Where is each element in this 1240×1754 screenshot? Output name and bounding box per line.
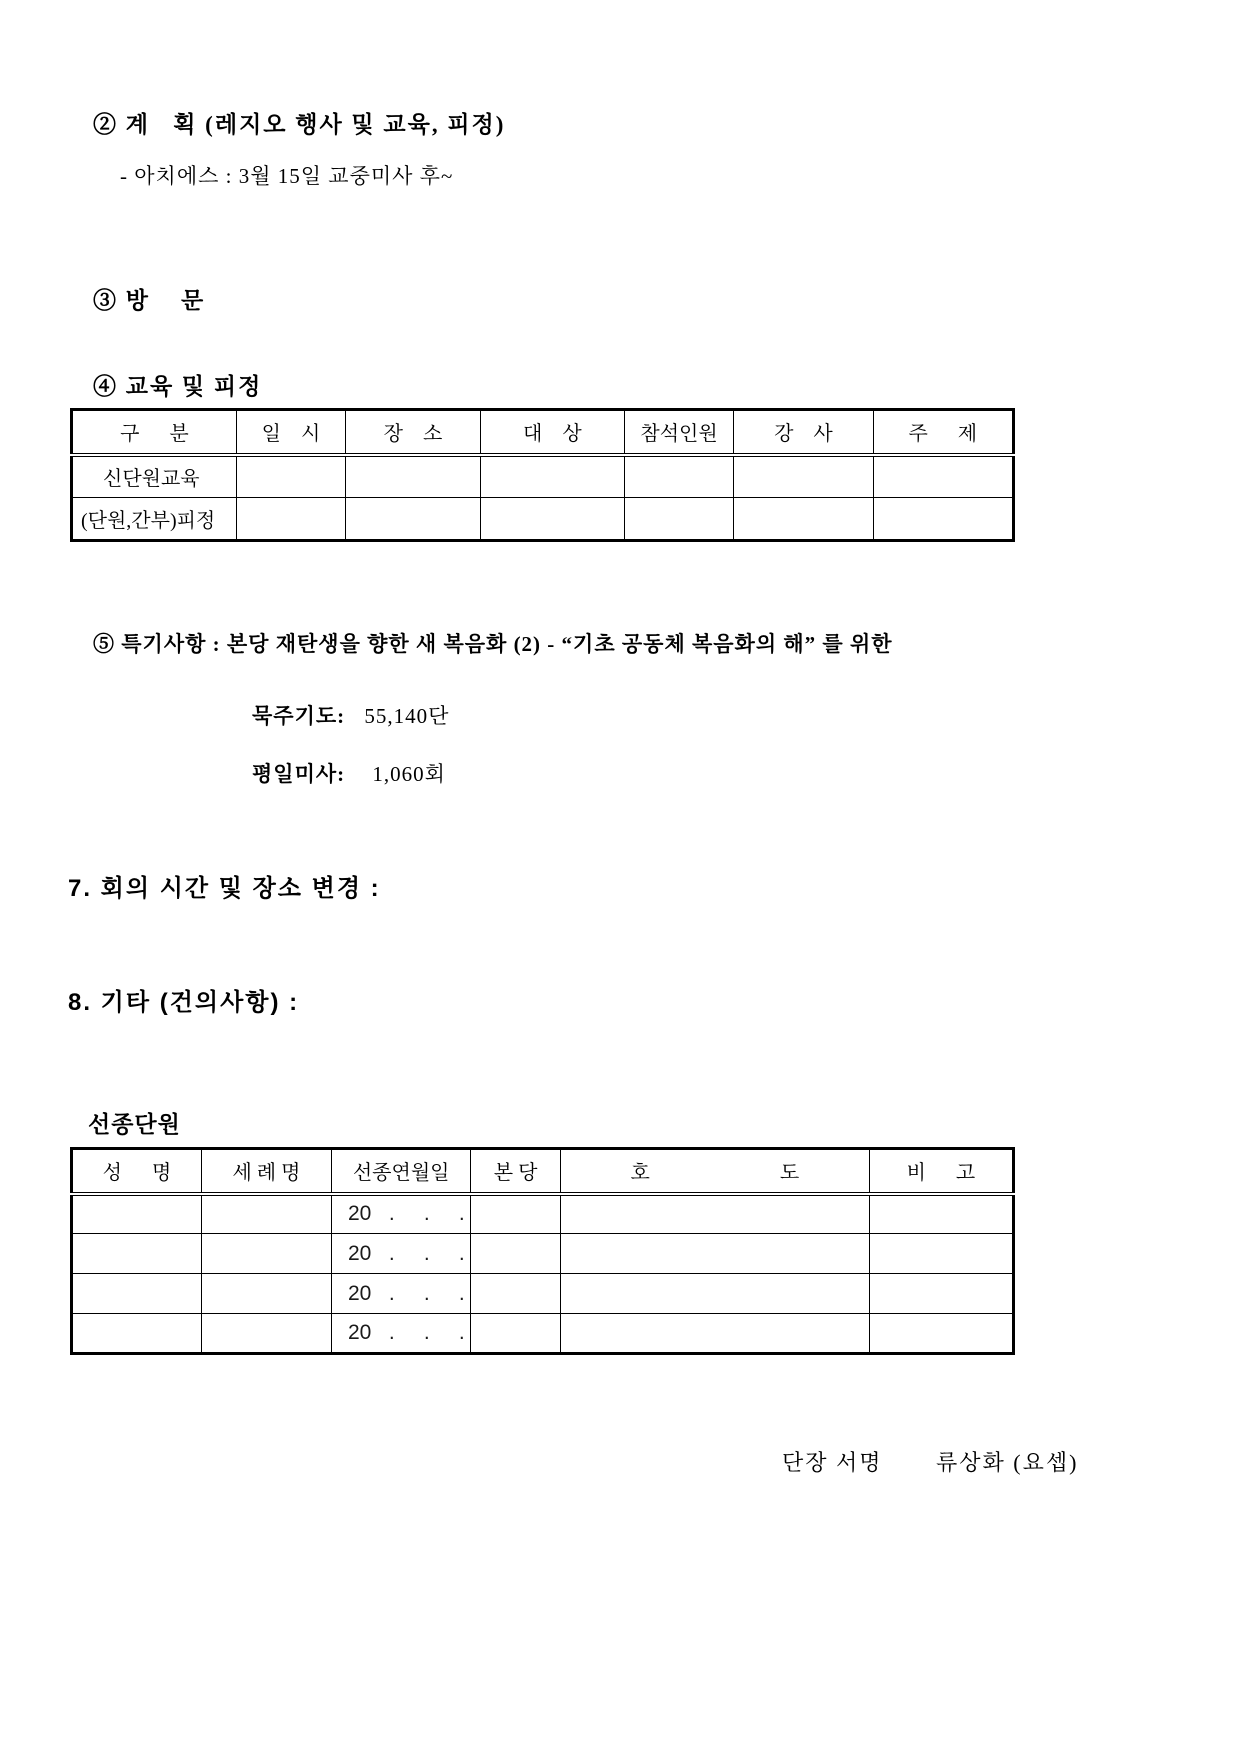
empty-cell: [873, 498, 1013, 541]
column-header-name: 성 명: [72, 1149, 202, 1194]
weekday-mass-line: [252, 758, 446, 788]
empty-cell: [236, 455, 345, 498]
mass-label: 평일미사:: [252, 762, 346, 786]
empty-cell: [346, 498, 481, 541]
empty-cell: [480, 455, 624, 498]
signature-label: 단장 서명: [782, 1450, 883, 1475]
empty-cell: [201, 1194, 331, 1234]
signature-name: 류상화 (요셉): [936, 1450, 1079, 1475]
heading-section8-etc: 8. 기타 (건의사항) :: [68, 989, 300, 1016]
empty-cell: [201, 1274, 331, 1314]
signature-line: [782, 1446, 1078, 1477]
column-header-hodo: 호 도: [560, 1149, 869, 1194]
empty-cell: [560, 1274, 869, 1314]
row-label-new-member-education: 신단원교육: [72, 455, 237, 498]
column-header-ilsi: 일 시: [236, 410, 345, 455]
empty-cell: [236, 498, 345, 541]
death-date-cell: 20 . . .: [331, 1314, 470, 1354]
empty-cell: [560, 1194, 869, 1234]
rosary-prayer-line: [252, 700, 449, 730]
table-row: [72, 455, 1014, 498]
empty-cell: [471, 1234, 560, 1274]
column-header-attendee: 참석인원: [624, 410, 733, 455]
empty-cell: [72, 1194, 202, 1234]
empty-cell: [471, 1314, 560, 1354]
empty-cell: [560, 1314, 869, 1354]
education-table-header-row: [72, 410, 1014, 455]
column-header-daesang: 대 상: [480, 410, 624, 455]
empty-cell: [734, 455, 873, 498]
empty-cell: [346, 455, 481, 498]
table-row: [72, 498, 1014, 541]
death-date-cell: 20 . . .: [331, 1194, 470, 1234]
column-header-gubun: 구 분: [72, 410, 237, 455]
empty-cell: [734, 498, 873, 541]
empty-cell: [873, 455, 1013, 498]
heading-visit: ③ 방 문: [93, 288, 206, 313]
table-row: [72, 1194, 1014, 1234]
deceased-table-header-row: [72, 1149, 1014, 1194]
empty-cell: [869, 1274, 1013, 1314]
heading-special-notes: ⑤ 특기사항 : 본당 재탄생을 향한 새 복음화 (2) - “기초 공동체 복음화의 해” 를 위한: [93, 632, 893, 656]
empty-cell: [869, 1314, 1013, 1354]
death-date-cell: 20 . . .: [331, 1274, 470, 1314]
empty-cell: [869, 1194, 1013, 1234]
empty-cell: [869, 1234, 1013, 1274]
table-row: [72, 1234, 1014, 1274]
empty-cell: [72, 1274, 202, 1314]
heading-section7-meeting-change: 7. 회의 시간 및 장소 변경 :: [68, 875, 381, 902]
plan-item-achies: - 아치에스 : 3월 15일 교중미사 후~: [120, 164, 454, 188]
table-row: [72, 1314, 1014, 1354]
column-header-remarks: 비 고: [869, 1149, 1013, 1194]
empty-cell: [624, 455, 733, 498]
rosary-value: 55,140단: [364, 704, 450, 728]
empty-cell: [201, 1314, 331, 1354]
column-header-death-date: 선종연월일: [331, 1149, 470, 1194]
column-header-jangso: 장 소: [346, 410, 481, 455]
empty-cell: [624, 498, 733, 541]
column-header-juje: 주 제: [873, 410, 1013, 455]
deceased-members-table: [70, 1147, 1015, 1355]
empty-cell: [72, 1314, 202, 1354]
heading-deceased-members: 선종단원: [88, 1111, 181, 1137]
column-header-parish: 본 당: [471, 1149, 560, 1194]
heading-plan: ② 계 획 (레지오 행사 및 교육, 피정): [93, 112, 506, 137]
column-header-baptismal: 세 례 명: [201, 1149, 331, 1194]
rosary-label: 묵주기도:: [252, 704, 346, 728]
empty-cell: [560, 1234, 869, 1274]
column-header-gangsa: 강 사: [734, 410, 873, 455]
empty-cell: [201, 1234, 331, 1274]
mass-value: 1,060회: [372, 762, 446, 786]
row-label-retreat: (단원,간부)피정: [72, 498, 237, 541]
empty-cell: [480, 498, 624, 541]
empty-cell: [471, 1274, 560, 1314]
death-date-cell: 20 . . .: [331, 1234, 470, 1274]
empty-cell: [471, 1194, 560, 1234]
empty-cell: [72, 1234, 202, 1274]
table-row: [72, 1274, 1014, 1314]
heading-education: ④ 교육 및 피정: [93, 374, 263, 399]
education-table: [70, 408, 1015, 542]
